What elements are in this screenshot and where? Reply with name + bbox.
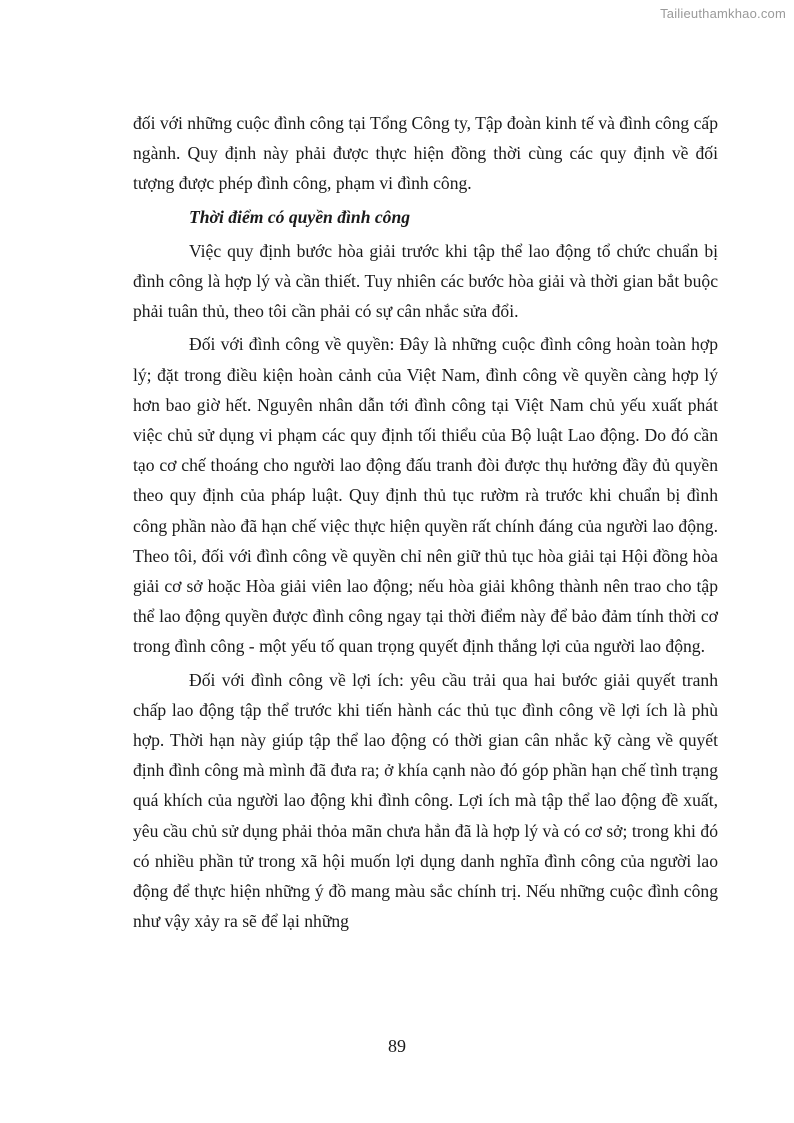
watermark: Tailieuthamkhao.com <box>660 6 786 21</box>
section-heading: Thời điểm có quyền đình công <box>189 206 411 227</box>
paragraph-mediation: Việc quy định bước hòa giải trước khi tập thể lao động tổ chức chuẩn bị đình công là hợp lý và cần thiết. Tuy nhiên các bước hòa giải và thời gian bắt buộc phải tuân thủ, theo tôi cần phải có sự cân nhắc sửa đổi. <box>133 240 718 322</box>
paragraph-continuation: đối với những cuộc đình công tại Tổng Công ty, Tập đoàn kinh tế và đình công cấp ngành. Quy định này phải được thực hiện đồng thời cùng các quy định về đối tượng được phép đình công, phạm vi đình công. <box>133 113 718 194</box>
paragraph-rights-strike: Đối với đình công về quyền: Đây là những cuộc đình công hoàn toàn hợp lý; đặt trong điều kiện hoàn cảnh của Việt Nam, đình công về quyền càng hợp lý hơn bao giờ hết. Nguyên nhân dẫn tới đình công tại Việt Nam chủ yếu xuất phát việc chủ sử dụng vi phạm các quy định tối thiểu của Bộ luật Lao động. Do đó cần tạo cơ chế thoáng cho người lao động đấu tranh đòi được thụ hưởng đầy đủ quyền theo quy định của pháp luật. Quy định thủ tục rườm rà trước khi chuẩn bị đình công phần nào đã hạn chế việc thực hiện quyền rất chính đáng của người lao động. Theo tôi, đối với đình công về quyền chỉ nên giữ thủ tục hòa giải tại Hội đồng hòa giải cơ sở hoặc Hòa giải viên lao động; nếu hòa giải không thành nên trao cho tập thể lao động quyền được đình công ngay tại thời điểm này để bảo đảm tính thời cơ trong đình công - một yếu tố quan trọng quyết định thắng lợi của người lao động. <box>133 334 718 657</box>
page-body <box>133 108 718 939</box>
page-number: 89 <box>388 1036 406 1056</box>
paragraph-interest-strike: Đối với đình công về lợi ích: yêu cầu trải qua hai bước giải quyết tranh chấp lao động tập thể trước khi tiến hành các thủ tục đình công về lợi ích là phù hợp. Thời hạn này giúp tập thể lao động có thời gian cân nhắc kỹ càng về quyết định đình công mà mình đã đưa ra; ở khía cạnh nào đó góp phần hạn chế tình trạng quá khích của người lao động khi đình công. Lợi ích mà tập thể lao động đề xuất, yêu cầu chủ sử dụng phải thỏa mãn chưa hẳn đã là hợp lý và có cơ sở; trong khi đó có nhiều phần tử trong xã hội muốn lợi dụng danh nghĩa đình công của người lao động để thực hiện những ý đồ mang màu sắc chính trị. Nếu những cuộc đình công như vậy xảy ra sẽ để lại những <box>133 669 718 932</box>
